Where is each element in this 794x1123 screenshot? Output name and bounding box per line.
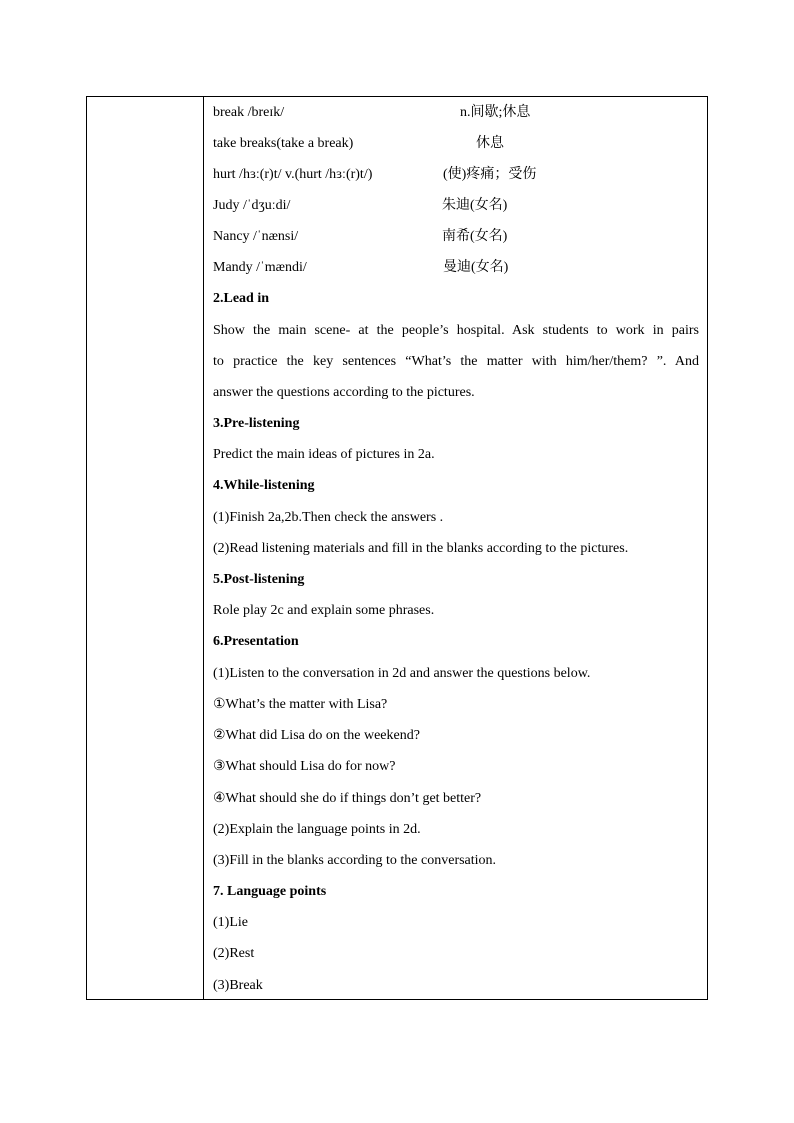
section-heading-pre-listening: 3.Pre-listening	[213, 416, 300, 431]
lead-in-text-line: to practice the key sentences “What’s the matter with him/her/them? ”. And	[213, 354, 699, 369]
presentation-item: (2)Explain the language points in 2d.	[213, 822, 421, 837]
left-column-cell	[87, 97, 204, 999]
content-cell	[204, 97, 707, 999]
vocab-row	[213, 159, 699, 190]
while-listening-item: (1)Finish 2a,2b.Then check the answers .	[213, 510, 444, 525]
language-point-item: (1)Lie	[213, 915, 248, 930]
vocab-meaning: 朱迪(女名)	[442, 198, 508, 213]
presentation-item: ③What should Lisa do for now?	[213, 759, 396, 774]
vocab-row	[213, 97, 699, 128]
vocab-meaning: 休息	[476, 136, 504, 151]
vocab-word: hurt /hɜː(r)t/ v.(hurt /hɜː(r)t/)	[213, 167, 373, 182]
vocab-word: take breaks(take a break)	[213, 136, 354, 151]
vocab-word: Judy /ˈdʒuːdi/	[213, 198, 291, 213]
vocab-meaning: 南希(女名)	[442, 229, 508, 244]
vocab-word: Nancy /ˈnænsi/	[213, 229, 299, 244]
section-heading-post-listening: 5.Post-listening	[213, 572, 305, 587]
pre-listening-text: Predict the main ideas of pictures in 2a.	[213, 447, 435, 462]
presentation-item: (3)Fill in the blanks according to the conversation.	[213, 853, 497, 868]
section-heading-language-points: 7. Language points	[213, 884, 327, 899]
language-point-item: (2)Rest	[213, 946, 255, 961]
vocab-row	[213, 252, 699, 283]
vocab-meaning: n.间歇;休息	[460, 105, 531, 120]
presentation-item: (1)Listen to the conversation in 2d and answer the questions below.	[213, 666, 591, 681]
vocab-word: break /breɪk/	[213, 105, 285, 120]
vocab-word: Mandy /ˈmændi/	[213, 260, 307, 275]
presentation-item: ④What should she do if things don’t get better?	[213, 791, 482, 806]
while-listening-item: (2)Read listening materials and fill in the blanks according to the pictures.	[213, 541, 629, 556]
vocab-row	[213, 190, 699, 221]
lesson-plan-table	[86, 96, 708, 1000]
language-point-item: (3)Break	[213, 978, 263, 993]
vocab-row	[213, 221, 699, 252]
section-heading-lead-in: 2.Lead in	[213, 291, 270, 306]
presentation-item: ②What did Lisa do on the weekend?	[213, 728, 420, 743]
vocab-meaning: 曼迪(女名)	[443, 260, 509, 275]
vocab-row	[213, 128, 699, 159]
section-heading-presentation: 6.Presentation	[213, 634, 299, 649]
vocab-meaning: (使)疼痛；受伤	[443, 167, 537, 182]
section-heading-while-listening: 4.While-listening	[213, 478, 315, 493]
presentation-item: ①What’s the matter with Lisa?	[213, 697, 388, 712]
lead-in-text-line: answer the questions according to the pictures.	[213, 385, 475, 400]
lead-in-text-line: Show the main scene- at the people’s hospital. Ask students to work in pairs	[213, 323, 699, 338]
post-listening-text: Role play 2c and explain some phrases.	[213, 603, 435, 618]
